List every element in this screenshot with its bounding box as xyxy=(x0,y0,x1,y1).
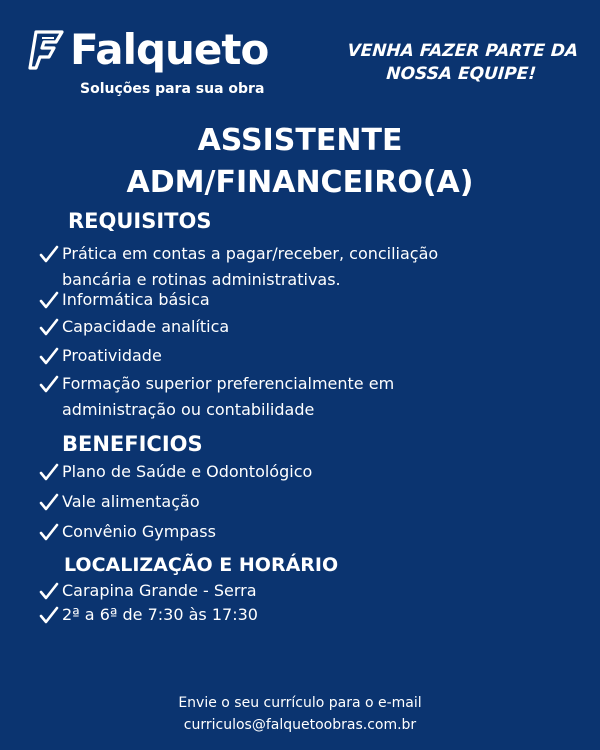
brand-tagline: Soluções para sua obra xyxy=(80,81,265,97)
list-item xyxy=(36,343,162,369)
check-icon xyxy=(36,289,62,311)
brand-logo xyxy=(28,24,268,104)
job-title-line-1: ASSISTENTE xyxy=(197,123,403,158)
check-icon xyxy=(36,461,62,483)
footer-line-1: Envie o seu currículo para o e-mail xyxy=(178,695,422,711)
item-text: bancária e rotinas administrativas. xyxy=(62,270,341,289)
item-text: Formação superior preferencialmente em xyxy=(62,374,395,393)
list-item xyxy=(36,287,210,313)
brand-name: Falqueto xyxy=(70,25,269,74)
beneficios-heading: BENEFICIOS xyxy=(62,432,203,456)
check-icon xyxy=(36,373,62,395)
item-text: Convênio Gympass xyxy=(62,522,216,541)
item-text: 2ª a 6ª de 7:30 às 17:30 xyxy=(62,605,258,624)
item-text: Carapina Grande - Serra xyxy=(62,581,257,600)
check-icon xyxy=(36,580,62,602)
list-item xyxy=(36,578,257,604)
slogan-line-2: NOSSA EQUIPE! xyxy=(385,64,537,84)
list-item xyxy=(36,371,394,423)
check-icon xyxy=(36,521,62,543)
localizacao-heading: LOCALIZAÇÃO E HORÁRIO xyxy=(64,554,339,576)
list-item xyxy=(36,489,200,515)
footer xyxy=(0,692,600,736)
check-icon xyxy=(36,345,62,367)
check-icon xyxy=(36,316,62,338)
footer-email: curriculos@falquetoobras.com.br xyxy=(183,717,417,733)
list-item xyxy=(36,314,229,340)
slogan xyxy=(336,40,587,86)
requisitos-heading: REQUISITOS xyxy=(68,209,212,233)
list-item xyxy=(36,602,258,628)
slogan-line-1: VENHA FAZER PARTE DA xyxy=(346,41,579,61)
list-item xyxy=(36,241,438,293)
item-text: administração ou contabilidade xyxy=(62,400,315,419)
item-text: Plano de Saúde e Odontológico xyxy=(62,462,313,481)
check-icon xyxy=(36,491,62,513)
job-title xyxy=(0,120,600,204)
check-icon xyxy=(36,604,62,626)
item-text: Vale alimentação xyxy=(62,492,200,511)
list-item xyxy=(36,459,312,485)
item-text: Prática em contas a pagar/receber, conciliação xyxy=(62,244,439,263)
falqueto-logo-icon xyxy=(28,28,66,72)
item-text: Capacidade analítica xyxy=(62,317,230,336)
item-text: Informática básica xyxy=(62,290,210,309)
check-icon xyxy=(36,243,62,265)
list-item xyxy=(36,519,216,545)
job-title-line-2: ADM/FINANCEIRO(A) xyxy=(126,165,474,200)
item-text: Proatividade xyxy=(62,346,162,365)
